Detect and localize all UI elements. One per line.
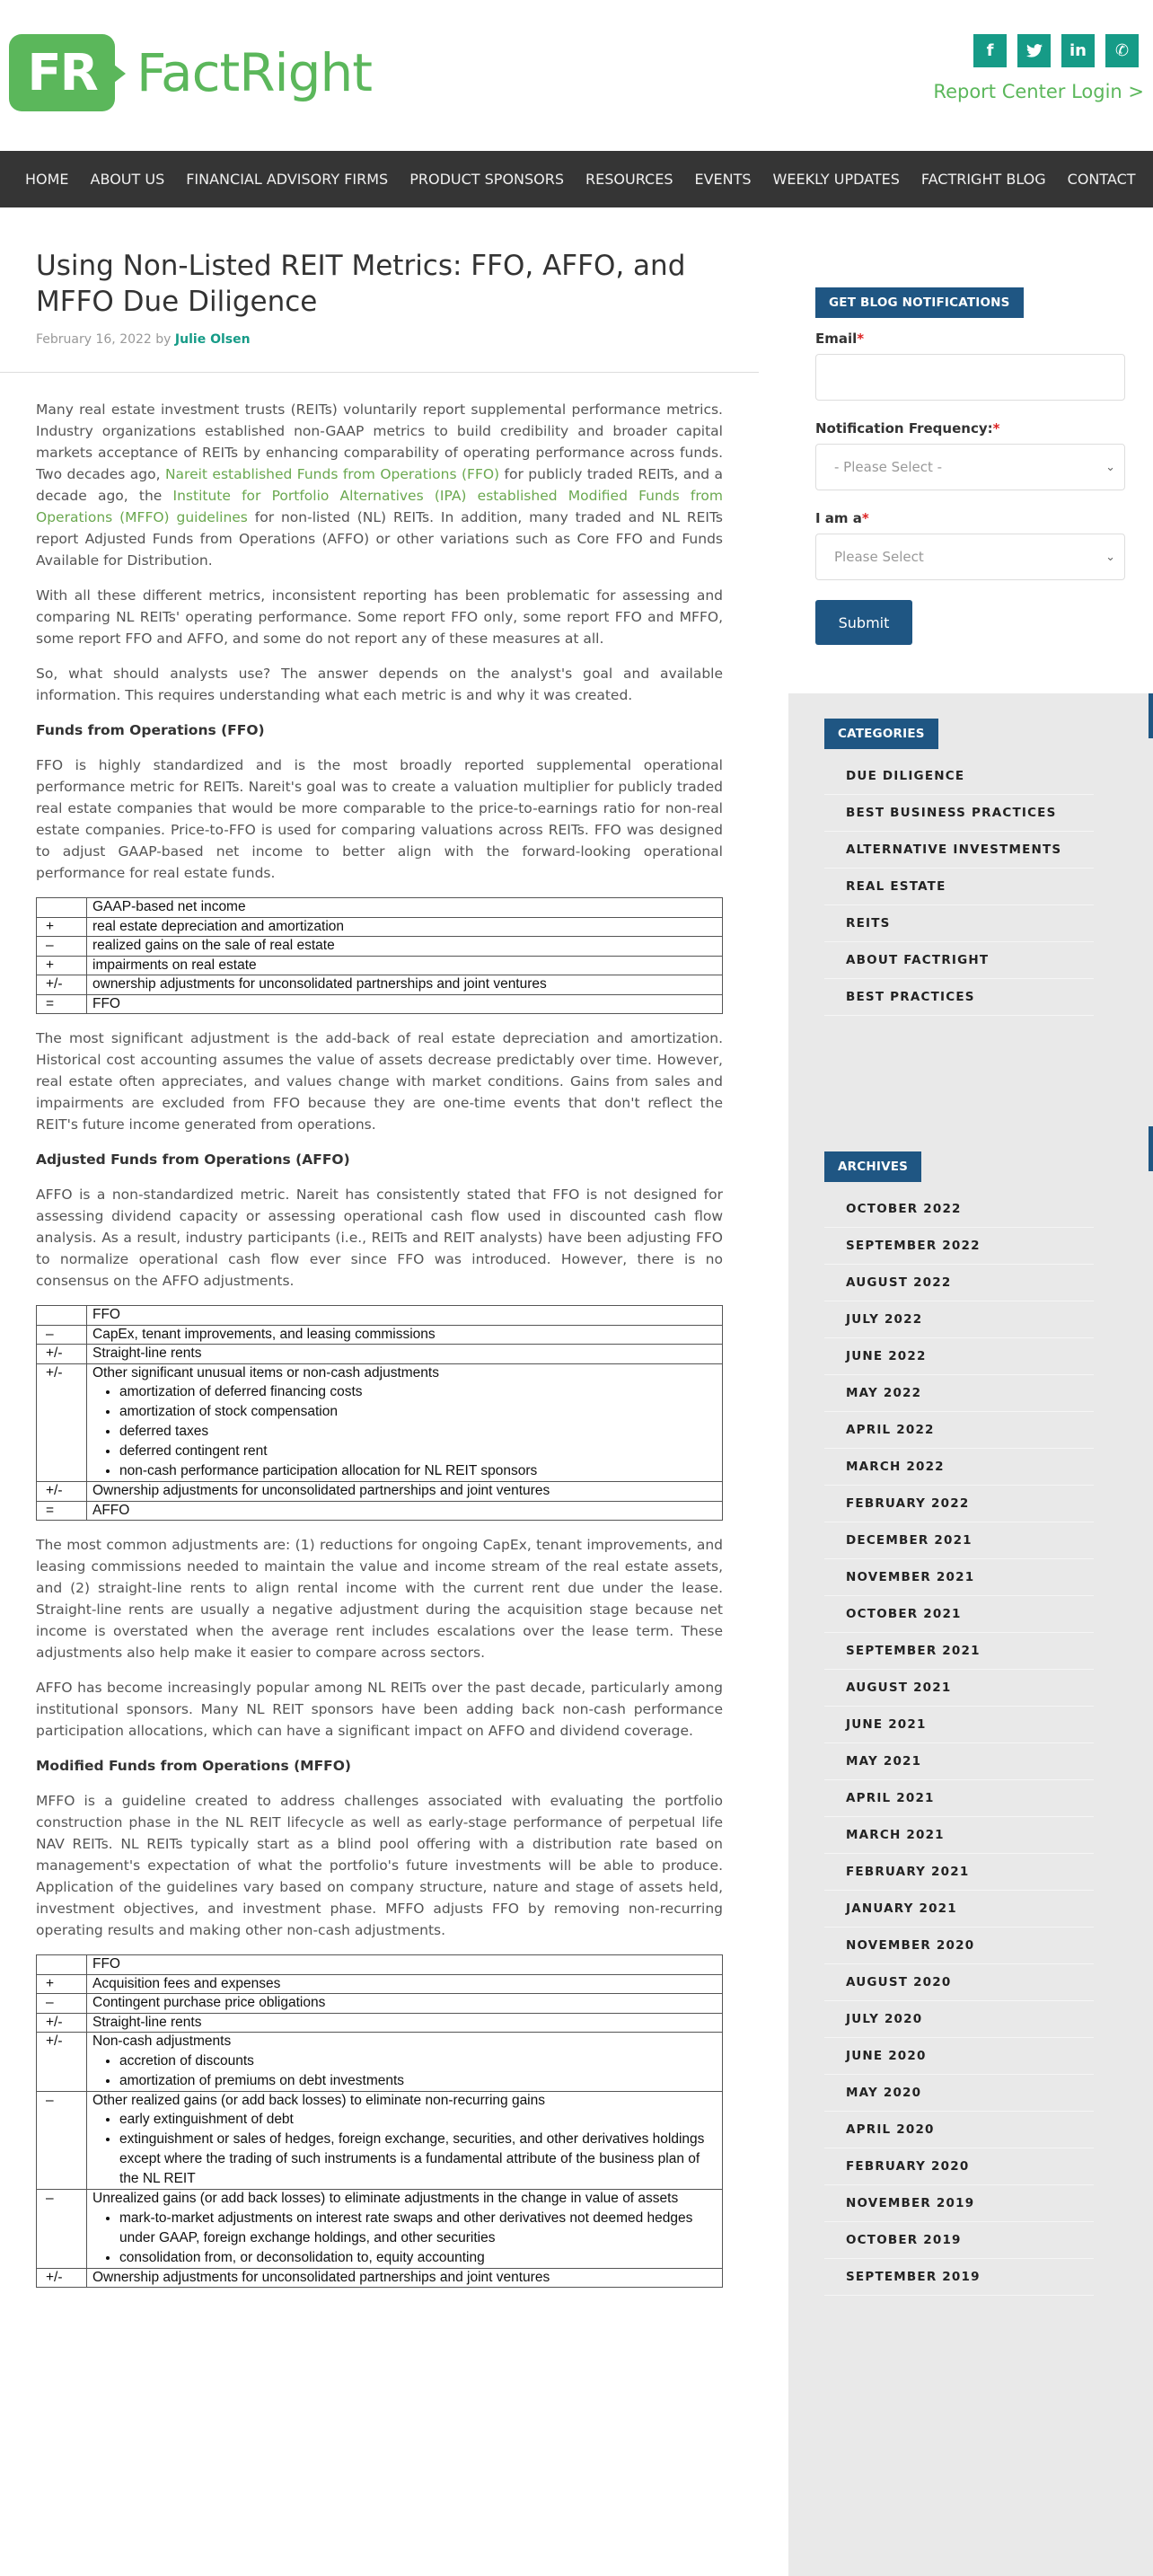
chevron-down-icon: ⌄ [1105,550,1115,564]
table-cell-text: GAAP-based net income [92,899,246,914]
table-cell [87,1363,723,1482]
table-row [37,1482,723,1502]
paragraph: FFO is highly standardized and is the most broadly reported supplemental operational performance metric for REITs. Nareit's goal was to create a valuation multiplier for publicly traded real estate companies that would be more comparable to the price-to-earnings ratio for non-real estate companies. Price-to-FFO is used for comparing valuations across REITs. FFO was designed to adjust GAAP-based net income to better align with the forward-looking operational performance for real estate funds. [36,757,723,881]
table-cell-text: Other significant unusual items or non-cash adjustments [92,1364,439,1381]
i-am-a-label: I am a* [815,510,869,526]
archives-tag: ARCHIVES [824,1151,921,1182]
table-row [37,2013,723,2033]
table-operator: +/- [37,2033,87,2092]
logo-wordmark: FactRight [136,42,372,103]
nav-financial-advisory-firms[interactable]: FINANCIAL ADVISORY FIRMS [186,171,389,188]
category-link[interactable]: BEST BUSINESS PRACTICES [824,795,1094,832]
mffo-table [36,1954,723,2288]
table-row [37,956,723,975]
bullet-item: • extinguishment or sales of hedges, foreign exchange, securities, and other derivatives holdings except where the trading of such instruments is a fundamental attribute of the business plan of the NL REIT [119,2130,717,2189]
archive-link[interactable]: AUGUST 2021 [824,1670,1094,1707]
logo-badge: FR [9,34,115,111]
archive-link[interactable]: MARCH 2022 [824,1449,1094,1486]
get-blog-notifications-tag: GET BLOG NOTIFICATIONS [815,287,1024,318]
bullet-item: • deferred contingent rent [119,1442,717,1461]
table-operator: +/- [37,2268,87,2288]
table-cell [87,1325,723,1345]
table-operator: +/- [37,975,87,995]
archive-link[interactable]: JANUARY 2021 [824,1891,1094,1928]
category-link[interactable]: REAL ESTATE [824,869,1094,905]
bullet-list [92,2209,717,2268]
archive-link[interactable]: AUGUST 2022 [824,1265,1094,1301]
table-cell [87,2268,723,2288]
main-nav [0,151,1153,207]
table-row [37,898,723,918]
twitter-icon[interactable] [1017,34,1051,67]
section-heading-ffo: Funds from Operations (FFO) [36,722,265,738]
submit-button[interactable]: Submit [815,600,912,645]
category-link[interactable]: ALTERNATIVE INVESTMENTS [824,832,1094,869]
nav-events[interactable]: EVENTS [694,171,752,188]
archive-link[interactable]: SEPTEMBER 2019 [824,2259,1094,2296]
i-am-a-select[interactable]: Please Select ⌄ [815,534,1125,580]
table-cell [87,1306,723,1326]
factright-logo[interactable] [9,34,372,111]
table-cell-text: CapEx, tenant improvements, and leasing commissions [92,1326,436,1342]
table-operator: +/- [37,1482,87,1502]
archive-link[interactable]: JUNE 2021 [824,1707,1094,1743]
table-operator: +/- [37,1345,87,1364]
table-row [37,994,723,1014]
intro-text-3: for non-listed (NL) REITs. In addition, many traded and NL REITs report Adjusted Funds from Operations (AFFO) or other variations such as Core FFO and Funds Available for Distribution. [36,509,723,569]
table-cell [87,898,723,918]
paragraph: The most significant adjustment is the add-back of real estate depreciation and amortization. Historical cost accounting assumes the value of assets decrease predictably over time. However, real estate often appreciates, and values change with market conditions. Gains from sales and impairments are excluded from FFO because they are one-time events that don't reflect the REIT's future income generated from operations. [36,1030,723,1133]
chevron-down-icon: ⌄ [1105,460,1115,474]
intro-paragraph [36,399,723,571]
table-row [37,917,723,937]
report-center-login-link[interactable]: Report Center Login > [933,81,1144,102]
post-header [36,248,723,347]
facebook-icon[interactable]: f [973,34,1007,67]
archive-link[interactable]: JUNE 2022 [824,1338,1094,1375]
section-heading-mffo: Modified Funds from Operations (MFFO) [36,1758,352,1774]
archive-link[interactable]: MARCH 2021 [824,1817,1094,1854]
table-cell-text: FFO [92,1307,120,1322]
table-cell-text: Unrealized gains (or add back losses) to eliminate adjustments in the change in value of assets [92,2191,679,2206]
bullet-item: • early extinguishment of debt [119,2110,717,2130]
bullet-item: • mark-to-market adjustments on interest rate swaps and other derivatives not deemed hedges under GAAP, foreign exchange holdings, and other securities [119,2209,717,2248]
divider [0,372,759,373]
table-row [37,975,723,995]
table-cell [87,956,723,975]
ffo-table [36,897,723,1014]
archive-link[interactable]: APRIL 2021 [824,1780,1094,1817]
bullet-item: • non-cash performance participation allocation for NL REIT sponsors [119,1461,717,1481]
table-cell [87,1345,723,1364]
table-cell [87,994,723,1014]
table-cell-text: realized gains on the sale of real estate [92,938,335,953]
table-cell-text: Ownership adjustments for unconsolidated partnerships and joint ventures [92,2269,550,2285]
table-operator [37,1955,87,1975]
archive-link[interactable]: JUNE 2020 [824,2038,1094,2075]
table-operator: – [37,2091,87,2190]
archive-link[interactable]: SEPTEMBER 2021 [824,1633,1094,1670]
archive-link[interactable]: OCTOBER 2022 [824,1191,1094,1228]
table-cell [87,2091,723,2190]
table-cell-text: Straight-line rents [92,2014,202,2030]
table-row [37,1974,723,1994]
paragraph: With all these different metrics, inconsistent reporting has been problematic for assessing and comparing NL REITs' operating performance. Some report FFO only, some report FFO and MFFO, some report FFO and AFFO, and some do not report any of these measures at all. [36,587,723,647]
bullet-list [92,2110,717,2189]
nareit-ffo-link[interactable]: Nareit established Funds from Operations (FFO) [164,466,500,482]
blog-notification-form [815,287,1125,645]
category-link[interactable]: REITS [824,905,1094,942]
table-cell [87,1501,723,1521]
intro-text-2: for publicly traded REITs, and a decade ago, the [36,466,723,504]
post-date: February 16, 2022 [36,332,152,347]
table-cell [87,2033,723,2092]
archive-link[interactable]: FEBRUARY 2021 [824,1854,1094,1891]
table-cell-text: real estate depreciation and amortization [92,918,345,934]
table-cell [87,937,723,957]
table-operator [37,1306,87,1326]
table-cell [87,1955,723,1975]
table-cell-text: FFO [92,1956,120,1972]
table-cell-text: impairments on real estate [92,957,257,973]
post-by: by [155,332,172,347]
archive-link[interactable]: JULY 2022 [824,1301,1094,1338]
email-label: Email* [815,331,865,347]
table-cell-text: Acquisition fees and expenses [92,1975,281,1991]
archive-link[interactable]: AUGUST 2020 [824,1964,1094,2001]
email-field[interactable] [815,354,1125,401]
bullet-list [92,1382,717,1481]
table-operator: +/- [37,1363,87,1482]
table-operator: – [37,2190,87,2269]
nav-product-sponsors[interactable]: PRODUCT SPONSORS [409,171,565,188]
archive-link[interactable]: OCTOBER 2019 [824,2222,1094,2259]
table-cell [87,975,723,995]
archive-link[interactable]: FEBRUARY 2020 [824,2148,1094,2185]
paragraph: The most common adjustments are: (1) reductions for ongoing CapEx, tenant improvements, and leasing commissions needed to maintain the value and income stream of the real estate assets, and (2) straight-line rents to align rental income with the current rent due under the lease. Straight-line rents are usually a negative adjustment during the acquisition stage because net income is overstated when the average rent includes escalations over the lease term. These adjustments also help make it easier to compare across sectors. [36,1537,723,1661]
table-row [37,2190,723,2269]
archive-link[interactable]: MAY 2022 [824,1375,1094,1412]
table-cell [87,917,723,937]
bullet-item: • amortization of premiums on debt investments [119,2071,717,2091]
archive-link[interactable]: NOVEMBER 2019 [824,2185,1094,2222]
table-operator: – [37,1325,87,1345]
table-operator: +/- [37,2013,87,2033]
table-row [37,2091,723,2190]
table-row [37,937,723,957]
ipa-mffo-link[interactable]: Institute for Portfolio Alternatives (IPA) established Modified Funds from Operations (MFFO) guidelines [36,488,723,525]
bullet-list [92,2051,717,2091]
post-meta [36,332,723,347]
archive-link[interactable]: OCTOBER 2021 [824,1596,1094,1633]
bullet-item: • accretion of discounts [119,2051,717,2071]
intro-text-1: Many real estate investment trusts (REITs) voluntarily report supplemental performance metrics. Industry organizations established non-GAAP metrics to build credibility and broader capital markets acceptance of REITs by enhancing comparability of operating performance across funds. Two decades ago, [36,401,723,482]
category-link[interactable]: DUE DILIGENCE [824,758,1094,795]
archive-link[interactable]: MAY 2021 [824,1743,1094,1780]
table-cell-text: Straight-line rents [92,1345,202,1361]
archive-link[interactable]: JULY 2020 [824,2001,1094,2038]
archive-link[interactable]: APRIL 2022 [824,1412,1094,1449]
panel-accent [1149,693,1153,738]
site-header [0,0,1153,151]
table-cell-text: Non-cash adjustments [92,2033,232,2049]
table-cell [87,1974,723,1994]
table-cell-text: FFO [92,995,120,1011]
archive-link[interactable]: SEPTEMBER 2022 [824,1228,1094,1265]
table-cell-text: Ownership adjustments for unconsolidated partnerships and joint ventures [92,1483,550,1498]
archive-link[interactable]: NOVEMBER 2020 [824,1928,1094,1964]
panel-accent [1149,1126,1153,1171]
archive-link[interactable]: FEBRUARY 2022 [824,1486,1094,1522]
table-cell-text: ownership adjustments for unconsolidated partnerships and joint ventures [92,976,547,992]
section-heading-affo: Adjusted Funds from Operations (AFFO) [36,1151,350,1168]
table-row [37,1325,723,1345]
table-row [37,1345,723,1364]
archive-link[interactable]: APRIL 2020 [824,2112,1094,2148]
nav-contact[interactable]: CONTACT [1067,171,1136,188]
bullet-item: • consolidation from, or deconsolidation to, equity accounting [119,2248,717,2268]
categories-list [824,758,1094,1016]
table-cell [87,1994,723,2014]
bullet-item: • deferred taxes [119,1422,717,1442]
table-row [37,1306,723,1326]
table-operator: = [37,994,87,1014]
notification-frequency-select[interactable]: - Please Select - ⌄ [815,444,1125,490]
nav-home[interactable]: HOME [25,171,69,188]
table-operator: + [37,956,87,975]
table-row [37,1501,723,1521]
social-links [973,34,1139,67]
table-row [37,2268,723,2288]
table-cell-text: AFFO [92,1502,130,1518]
archive-link[interactable]: MAY 2020 [824,2075,1094,2112]
archive-link[interactable]: NOVEMBER 2021 [824,1559,1094,1596]
table-operator: = [37,1501,87,1521]
nav-about-us[interactable]: ABOUT US [90,171,165,188]
linkedin-icon[interactable]: in [1061,34,1095,67]
phone-icon[interactable]: ✆ [1105,34,1139,67]
affo-table [36,1305,723,1521]
table-row [37,2033,723,2092]
table-operator [37,898,87,918]
paragraph: So, what should analysts use? The answer depends on the analyst's goal and available information. This requires understanding what each metric is and why it was created. [36,666,723,703]
nav-factright-blog[interactable]: FACTRIGHT BLOG [920,171,1046,188]
post-body [36,399,723,2301]
table-operator: + [37,1974,87,1994]
bullet-item: • amortization of stock compensation [119,1402,717,1422]
paragraph: AFFO is a non-standardized metric. Nareit has consistently stated that FFO is not designed for assessing dividend capacity or assessing operational cash flow used in discounted cash flow analysis. As a result, industry participants (i.e., REITs and REIT analysts) have been adjusting FFO to normalize operational cash flow ever since FFO was introduced. However, there is no consensus on the AFFO adjustments. [36,1187,723,1289]
table-row [37,1363,723,1482]
paragraph: MFFO is a guideline created to address challenges associated with evaluating the portfolio construction phase in the NL REIT lifecycle as well as early-stage performance of perpetual life NAV REITs. NL REITs typically start as a blind pool offering with a distribution rate based on management's expectation of what the portfolio's future investments will be able to produce. Application of the guidelines vary based on company structure, nature and stage of assets held, investment objectives, and investment phase. MFFO adjusts FFO by removing non-recurring operating results and making other non-cash adjustments. [36,1793,723,1938]
table-cell [87,2013,723,2033]
categories-tag: CATEGORIES [824,719,938,749]
table-row [37,1994,723,2014]
post-author-link[interactable]: Julie Olsen [174,332,251,347]
post-title: Using Non-Listed REIT Metrics: FFO, AFFO, and MFFO Due Diligence [36,250,686,318]
archives-panel [788,1126,1153,2576]
nav-resources[interactable]: RESOURCES [585,171,673,188]
table-cell [87,1482,723,1502]
category-link[interactable]: BEST PRACTICES [824,979,1094,1016]
bullet-item: • amortization of deferred financing costs [119,1382,717,1402]
table-row [37,1955,723,1975]
paragraph: AFFO has become increasingly popular among NL REITs over the past decade, particularly among institutional sponsors. Many NL REIT sponsors have been adding back non-cash performance participation allocations, which can have a significant impact on AFFO and dividend coverage. [36,1680,723,1739]
archive-link[interactable]: DECEMBER 2021 [824,1522,1094,1559]
table-cell-text: Other realized gains (or add back losses) to eliminate non-recurring gains [92,2092,545,2108]
table-operator: – [37,937,87,957]
archives-list [824,1191,1094,2296]
table-cell-text: Contingent purchase price obligations [92,1995,326,2010]
table-operator: – [37,1994,87,2014]
table-cell [87,2190,723,2269]
category-link[interactable]: ABOUT FACTRIGHT [824,942,1094,979]
nav-weekly-updates[interactable]: WEEKLY UPDATES [772,171,900,188]
notification-frequency-label: Notification Frequency:* [815,420,1000,437]
table-operator: + [37,917,87,937]
